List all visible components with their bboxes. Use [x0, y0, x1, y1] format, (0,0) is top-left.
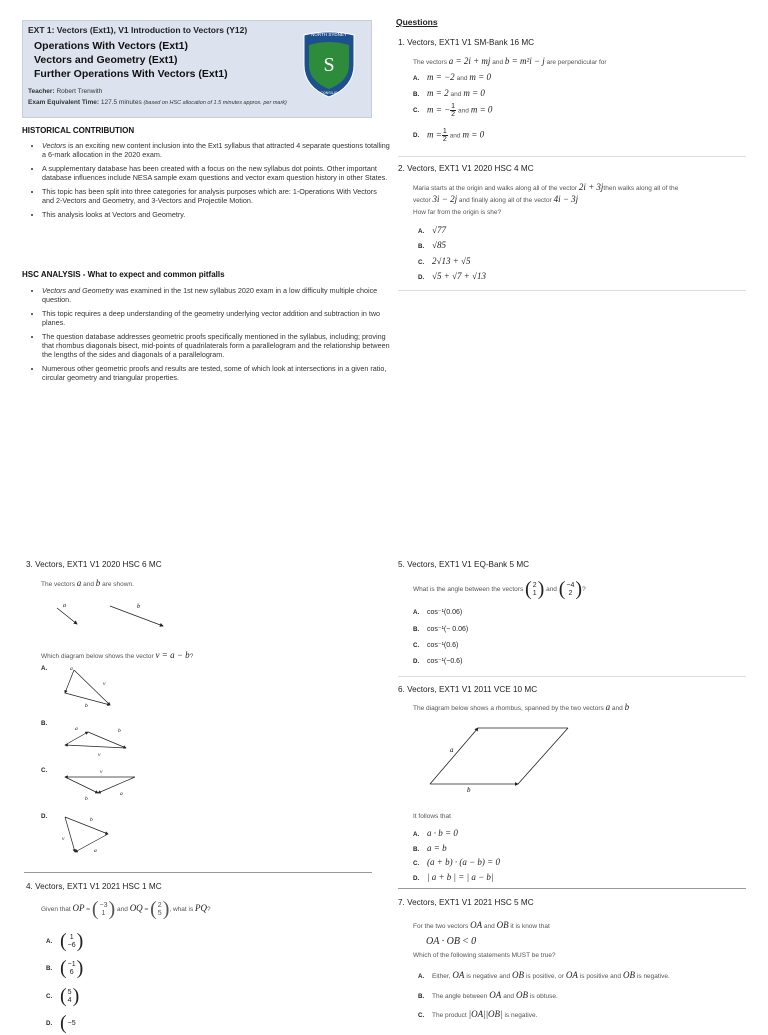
svg-text:a: a [63, 603, 66, 609]
q2-text-line1: Maria starts at the origin and walks along all of the vector 2i + 3jthen walks along all of the [413, 182, 679, 192]
q2-ask: How far from the origin is she? [413, 209, 502, 216]
school-crest-icon [300, 29, 358, 99]
divider [398, 156, 746, 157]
q5-text: What is the angle between the vectors ( 2 1 ) and ( −4 2 )? [413, 578, 586, 600]
q4-option-d[interactable]: D. ( −5 [46, 1012, 76, 1034]
course-line: EXT 1: Vectors (Ext1), V1 Introduction to Vectors (Y12) [28, 25, 248, 35]
q2-option-b[interactable]: B. √85 [418, 240, 446, 250]
q6-option-b[interactable]: B. a = b [413, 843, 447, 853]
q5-option-a[interactable]: A. cos⁻¹(0.06) [413, 609, 463, 616]
svg-text:b: b [90, 817, 93, 823]
svg-text:a: a [450, 746, 454, 754]
historical-list [22, 141, 390, 224]
svg-text:v: v [62, 836, 65, 842]
hsc-list [22, 286, 390, 387]
svg-text:v: v [103, 681, 106, 687]
q7-ask: Which of the following statements MUST be true? [413, 952, 556, 959]
q3-ask: Which diagram below shows the vector v = a − b? [41, 650, 194, 660]
q3-option-b-diagram[interactable] [60, 720, 130, 760]
svg-text:v: v [98, 752, 101, 758]
list-item: • A supplementary database has been created with a focus on the new syllabus dot points. Other important database influences include NESA sample exam questions and vector exam question history in other States. [42, 164, 390, 182]
svg-text:a: a [75, 726, 78, 732]
teacher-label: Teacher: [28, 88, 55, 95]
q6-follows: It follows that [413, 813, 451, 820]
divider [398, 676, 746, 677]
q6-option-a[interactable]: A. a · b = 0 [413, 828, 458, 838]
q3-option-a-diagram[interactable] [60, 665, 120, 710]
teacher-line [28, 88, 102, 95]
q7-option-a[interactable]: A. Either, OA is negative and OB is positive, or OA is positive and OB is negative. [418, 970, 670, 980]
svg-text:a: a [94, 848, 97, 854]
q3-given-vectors-diagram [55, 598, 175, 628]
hsc-heading: HSC ANALYSIS - What to expect and common pitfalls [22, 270, 225, 279]
q4-text: Given that OP = ( −3 1 ) and OQ = ( 2 5 ), what is PQ? [41, 898, 211, 920]
q3-option-a[interactable]: A. [41, 665, 48, 672]
teacher-name: Robert Trenwith [56, 88, 103, 95]
divider [398, 888, 746, 889]
q4-option-a[interactable]: A. ( 1 −6 ) [46, 930, 84, 952]
divider [24, 872, 372, 873]
q7-condition: OA · OB < 0 [426, 936, 477, 947]
list-item: • Vectors and Geometry was examined in the 1st new syllabus 2020 exam in a low difficulty multiple choice question. [42, 286, 390, 304]
title-further: Further Operations With Vectors (Ext1) [34, 68, 228, 80]
q1-text: The vectors a = 2i + mj and b = m²i − j are perpendicular for [413, 56, 607, 66]
q3-option-c[interactable]: C. [41, 767, 48, 774]
q6-heading: 6. Vectors, EXT1 V1 2011 VCE 10 MC [398, 685, 538, 694]
q5-option-d[interactable]: D. cos⁻¹(−0.6) [413, 658, 463, 665]
q3-heading: 3. Vectors, EXT1 V1 2020 HSC 6 MC [26, 560, 162, 569]
q2-text-line2: vector 3i − 2j and finally along all of the vector 4i − 3j [413, 194, 579, 204]
crest-bottom-text: CONSILIO [320, 91, 338, 95]
q3-option-c-diagram[interactable] [60, 765, 140, 805]
q1-option-d[interactable]: D. m = $\frac{1}{2}$ and m = 0 [413, 128, 485, 143]
list-item: • This topic requires a deep understanding of the geometry underlying vector addition and subtraction in two planes. [42, 309, 390, 327]
q1-option-b[interactable]: B. m = 2 and m = 0 [413, 88, 485, 98]
q6-option-d[interactable]: D. | a + b | = | a − b| [413, 872, 494, 882]
title-geometry: Vectors and Geometry (Ext1) [34, 54, 178, 66]
q3-option-d[interactable]: D. [41, 813, 48, 820]
list-item: • This topic has been split into three categories for analysis purposes which are: 1-Operations With Vectors and 2-Vectors and Geometry, and 3-Vectors and Projectile Motion. [42, 187, 390, 205]
q1-heading: 1. Vectors, EXT1 V1 SM-Bank 16 MC [398, 38, 535, 47]
list-item: • Vectors is an exciting new content inclusion into the Ext1 syllabus that attracted 4 separate questions totalling a 6-mark allocation in the 2020 exam. [42, 141, 390, 159]
svg-text:b: b [85, 796, 88, 802]
questions-heading: Questions [396, 17, 438, 27]
crest-top-text: NORTH SYDNEY [311, 32, 347, 37]
svg-text:a: a [120, 791, 123, 797]
q6-rhombus-diagram [420, 722, 580, 792]
q6-option-c[interactable]: C. (a + b) · (a − b) = 0 [413, 857, 500, 867]
svg-text:S: S [323, 54, 335, 76]
q2-option-d[interactable]: D. √5 + √7 + √13 [418, 271, 486, 281]
q5-heading: 5. Vectors, EXT1 V1 EQ-Bank 5 MC [398, 560, 530, 569]
q2-option-a[interactable]: A. √77 [418, 225, 446, 235]
q3-intro: The vectors a and b are shown. [41, 578, 134, 588]
title-operations: Operations With Vectors (Ext1) [34, 40, 188, 52]
q7-text: For the two vectors OA and OB it is know that [413, 920, 550, 930]
q3-option-d-diagram[interactable] [60, 812, 120, 857]
q4-heading: 4. Vectors, EXT1 V1 2021 HSC 1 MC [26, 882, 162, 891]
svg-text:b: b [85, 703, 88, 709]
list-item: • The question database addresses geometric proofs specifically mentioned in the syllabus, including; proving that rhombus diagonals bisect, mid-points of quadrilaterals form a parallelogram and the relationship between the lengths of the sides and diagonals of a parallelogram. [42, 332, 390, 359]
exam-time-note: (based on HSC allocation of 1.5 minutes approx. per mark) [143, 100, 287, 106]
q4-option-c[interactable]: C. ( 5 4 ) [46, 985, 80, 1007]
list-item: • Numerous other geometric proofs and results are tested, some of which look at intersections in a given ratio, circular geometry and triangular properties. [42, 364, 390, 382]
q7-heading: 7. Vectors, EXT1 V1 2021 HSC 5 MC [398, 898, 534, 907]
q4-option-b[interactable]: B. ( −1 6 ) [46, 957, 84, 979]
q7-option-b[interactable]: B. The angle between OA and OB is obtuse. [418, 990, 558, 1000]
q5-option-b[interactable]: B. cos⁻¹(− 0.06) [413, 626, 469, 633]
svg-text:b: b [467, 786, 471, 792]
q6-text: The diagram below shows a rhombus, spanned by the two vectors a and b [413, 702, 630, 712]
q3-option-b[interactable]: B. [41, 720, 48, 727]
q2-heading: 2. Vectors, EXT1 V1 2020 HSC 4 MC [398, 164, 534, 173]
q2-option-c[interactable]: C. 2√13 + √5 [418, 256, 471, 266]
svg-text:b: b [137, 604, 140, 610]
list-item: • This analysis looks at Vectors and Geometry. [42, 210, 390, 219]
divider [398, 290, 746, 291]
historical-heading: HISTORICAL CONTRIBUTION [22, 126, 135, 135]
q5-option-c[interactable]: C. cos⁻¹(0.6) [413, 642, 459, 649]
svg-text:b: b [118, 728, 121, 734]
svg-text:v: v [100, 769, 103, 775]
svg-text:a: a [70, 666, 73, 672]
exam-time-label: Exam Equivalent Time: [28, 99, 100, 106]
exam-time-value: 127.5 minutes [100, 99, 142, 106]
exam-time-line [28, 99, 287, 106]
q1-option-a[interactable]: A. m = −2 and m = 0 [413, 72, 491, 82]
q1-option-c[interactable]: C. m = − $\frac{1}{2}$ and m = 0 [413, 103, 493, 118]
q7-option-c[interactable]: C. The product |OA||OB| is negative. [418, 1009, 538, 1019]
